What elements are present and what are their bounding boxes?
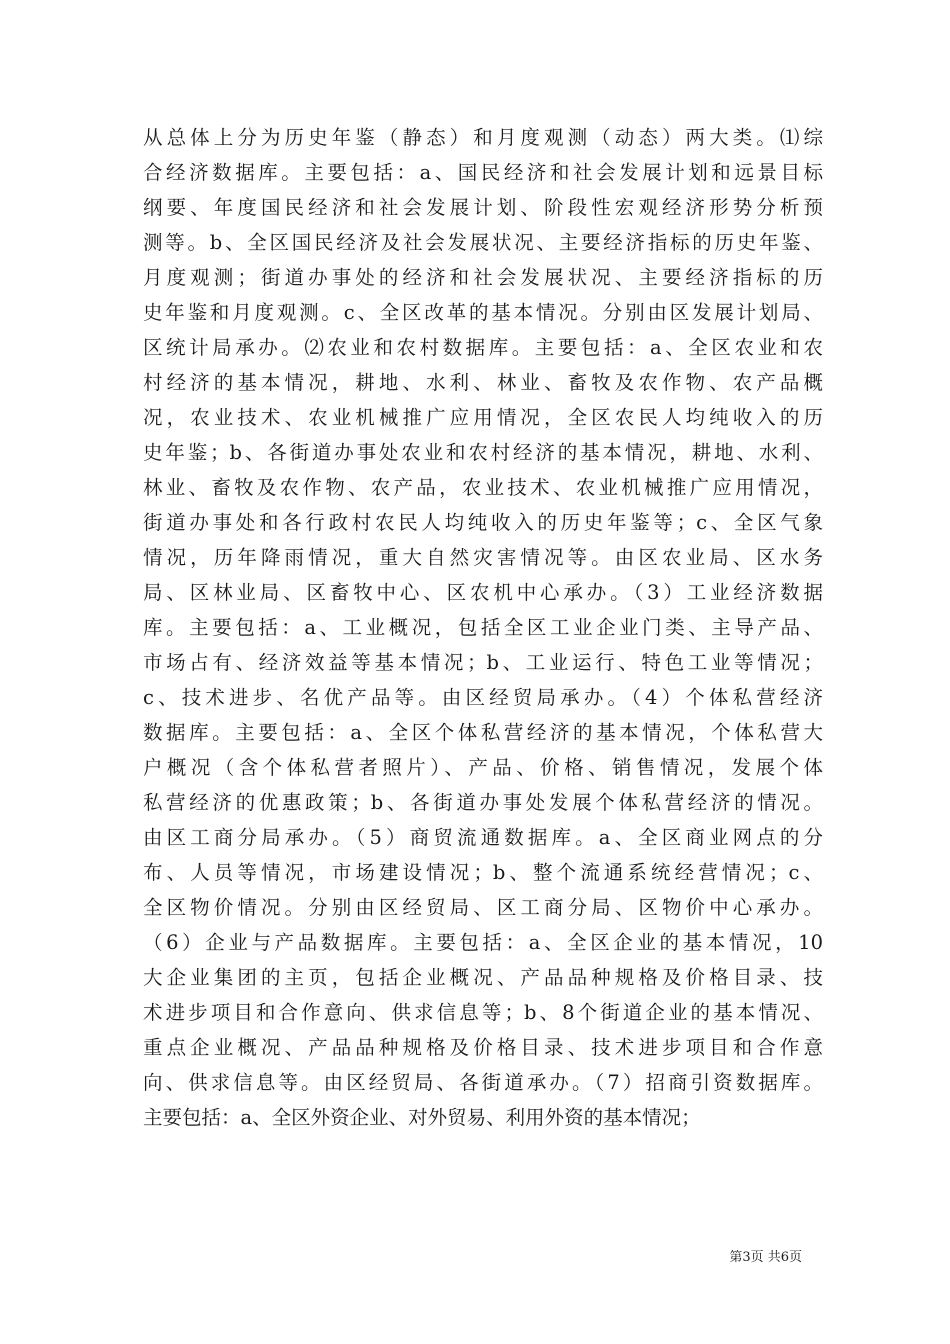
text-line: 大企业集团的主页，包括企业概况、产品品种规格及价格目录、技	[143, 966, 823, 989]
text-line: 测等。b、全区国民经济及社会发展状况、主要经济指标的历史年鉴、	[143, 231, 823, 254]
text-line: 史年鉴；b、各街道办事处农业和农村经济的基本情况，耕地、水利、	[143, 441, 823, 464]
text-line: 户概况（含个体私营者照片）、产品、价格、销售情况，发展个体	[143, 756, 823, 779]
page-number-footer: 第3页 共6页	[729, 1250, 802, 1265]
text-line: 情况，历年降雨情况，重大自然灾害情况等。由区农业局、区水务	[143, 546, 823, 569]
text-line: 私营经济的优惠政策；b、各街道办事处发展个体私营经济的情况。	[143, 791, 823, 814]
text-line: 由区工商分局承办。（5）商贸流通数据库。a、全区商业网点的分	[143, 826, 823, 849]
text-line: 纲要、年度国民经济和社会发展计划、阶段性宏观经济形势分析预	[143, 196, 823, 219]
text-line: 术进步项目和合作意向、供求信息等；b、8个街道企业的基本情况、	[143, 1001, 823, 1024]
text-line: 况，农业技术、农业机械推广应用情况，全区农民人均纯收入的历	[143, 406, 823, 429]
text-line: 全区物价情况。分别由区经贸局、区工商分局、区物价中心承办。	[143, 896, 823, 919]
text-line: 主要包括：a、全区外资企业、对外贸易、利用外资的基本情况；	[143, 1106, 701, 1129]
text-line: 史年鉴和月度观测。c、全区改革的基本情况。分别由区发展计划局、	[143, 301, 823, 324]
body-paragraph	[143, 120, 823, 1135]
text-line: 从总体上分为历史年鉴（静态）和月度观测（动态）两大类。⑴综	[143, 126, 823, 149]
text-line: 林业、畜牧及农作物、农产品，农业技术、农业机械推广应用情况，	[143, 476, 823, 499]
text-line: 市场占有、经济效益等基本情况；b、工业运行、特色工业等情况；	[143, 651, 823, 674]
text-line: 月度观测；街道办事处的经济和社会发展状况、主要经济指标的历	[143, 266, 823, 289]
text-line: 布、人员等情况，市场建设情况；b、整个流通系统经营情况；c、	[143, 861, 823, 884]
text-line: c、技术进步、名优产品等。由区经贸局承办。（4）个体私营经济	[143, 686, 823, 709]
text-line: 局、区林业局、区畜牧中心、区农机中心承办。（3）工业经济数据	[143, 581, 823, 604]
text-line: 向、供求信息等。由区经贸局、各街道承办。（7）招商引资数据库。	[143, 1071, 823, 1094]
text-line: 数据库。主要包括：a、全区个体私营经济的基本情况，个体私营大	[143, 721, 823, 744]
text-line: （6）企业与产品数据库。主要包括：a、全区企业的基本情况，10	[143, 931, 823, 954]
text-line: 村经济的基本情况，耕地、水利、林业、畜牧及农作物、农产品概	[143, 371, 823, 394]
text-line: 库。主要包括：a、工业概况，包括全区工业企业门类、主导产品、	[143, 616, 823, 639]
text-line: 街道办事处和各行政村农民人均纯收入的历史年鉴等；c、全区气象	[143, 511, 823, 534]
text-line: 区统计局承办。⑵农业和农村数据库。主要包括：a、全区农业和农	[143, 336, 823, 359]
text-line: 合经济数据库。主要包括：a、国民经济和社会发展计划和远景目标	[143, 161, 823, 184]
text-line: 重点企业概况、产品品种规格及价格目录、技术进步项目和合作意	[143, 1036, 823, 1059]
